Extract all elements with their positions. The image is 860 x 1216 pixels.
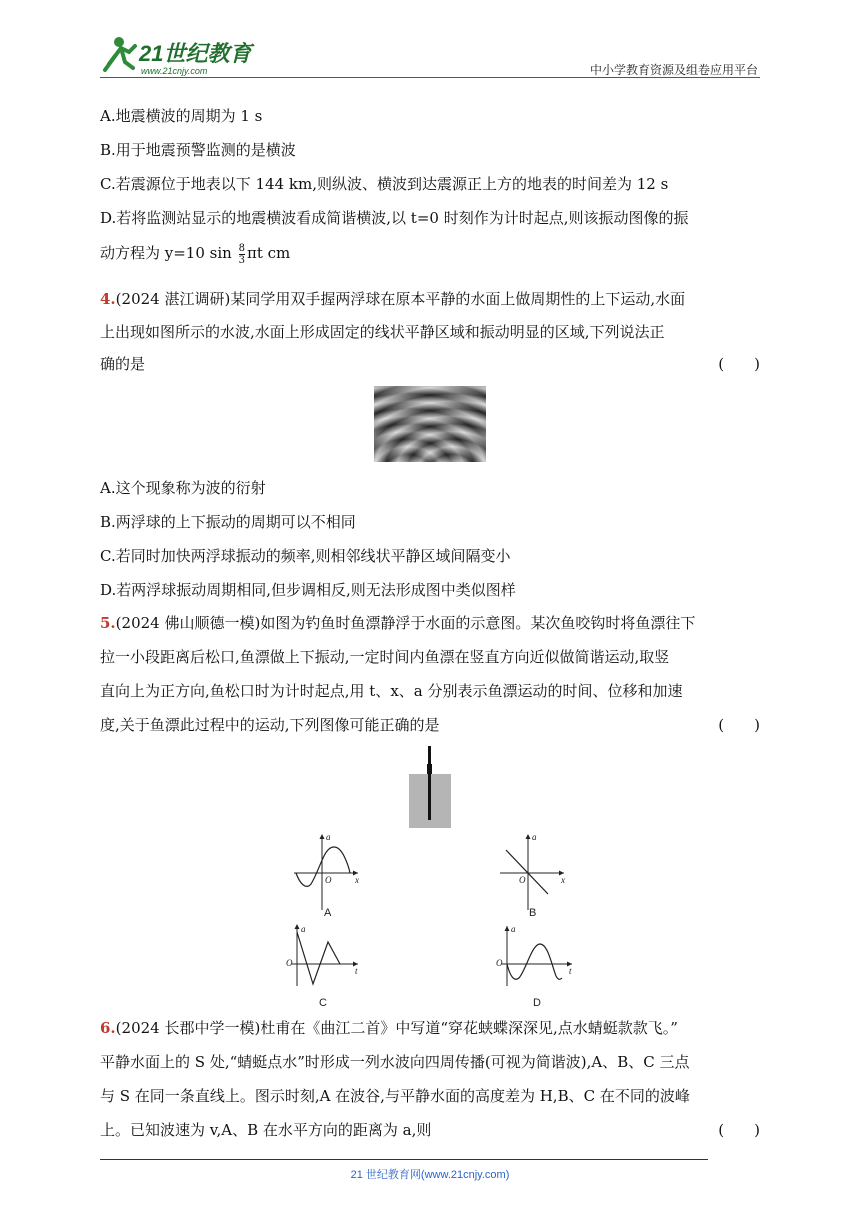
origin-label: O — [325, 875, 332, 885]
q3-option-a: A.地震横波的周期为 1 s — [100, 107, 263, 125]
q4-stem-line1: 4.(2024 湛江调研)某同学用双手握两浮球在原本平静的水面上做周期性的上下运动,水面 — [100, 290, 686, 308]
origin-label: O — [519, 875, 526, 885]
q3-option-d-line1: D.若将监测站显示的地震横波看成简谐横波,以 t=0 时刻作为计时起点,则该振动图像的振 — [100, 209, 689, 227]
q4-option-c: C.若同时加快两浮球振动的频率,则相邻线状平静区域间隔变小 — [100, 547, 511, 565]
x-axis-label: x — [355, 875, 359, 885]
header-divider — [100, 77, 760, 78]
q6-stem-line3: 与 S 在同一条直线上。图示时刻,A 在波谷,与平静水面的高度差为 H,B、C 在不同的波峰 — [100, 1087, 690, 1105]
graph-caption: C — [319, 997, 327, 1009]
q3-option-d-line2: 动方程为 y=10 sin $\frac{8}{3}$ πt cm — [100, 242, 291, 266]
logo-text: 21世纪教育 — [139, 41, 252, 66]
fraction: $\frac{8}{3}$ — [238, 242, 245, 266]
logo-url: www.21cnjy.com — [141, 66, 208, 76]
wave-interference-image — [374, 386, 486, 462]
q4-option-b: B.两浮球的上下振动的周期可以不相同 — [100, 513, 356, 531]
y-axis-label: a — [532, 832, 537, 842]
q4-stem-line3: 确的是 — [100, 355, 146, 373]
site-logo — [95, 34, 265, 78]
answer-bracket: ( ) — [718, 1121, 760, 1139]
footer-divider — [100, 1159, 708, 1160]
graph-caption: B — [529, 907, 537, 919]
graph-b — [498, 830, 570, 920]
q3-option-b: B.用于地震预警监测的是横波 — [100, 141, 296, 159]
footer-link[interactable]: 21 世纪教育网(www.21cnjy.com) — [350, 1169, 510, 1181]
q6-stem-line2: 平静水面上的 S 处,“蜻蜓点水”时形成一列水波向四周传播(可视为简谐波),A、B、C 三点 — [100, 1053, 690, 1071]
y-axis-label: a — [301, 924, 306, 934]
y-axis-label: a — [326, 832, 331, 842]
x-axis-label: t — [355, 966, 358, 976]
answer-bracket: ( ) — [718, 355, 760, 373]
site-name: 中小学教育资源及组卷应用平台 — [589, 63, 758, 77]
graph-a — [292, 830, 364, 920]
q4-option-a: A.这个现象称为波的衍射 — [100, 479, 266, 497]
y-axis-label: a — [511, 924, 516, 934]
q5-stem-line1: 5.(2024 佛山顺德一模)如图为钓鱼时鱼漂静浮于水面的示意图。某次鱼咬钩时将鱼漂往下 — [100, 614, 696, 632]
question-number: 5. — [100, 614, 116, 632]
q5-stem-line4: 度,关于鱼漂此过程中的运动,下列图像可能正确的是 — [100, 716, 440, 734]
question-number: 4. — [100, 290, 116, 308]
graph-caption: D — [533, 997, 541, 1009]
answer-bracket: ( ) — [718, 716, 760, 734]
x-axis-label: x — [561, 875, 565, 885]
q4-stem-line2: 上出现如图所示的水波,水面上形成固定的线状平静区域和振动明显的区域,下列说法正 — [100, 323, 665, 341]
q5-stem-line3: 直向上为正方向,鱼松口时为计时起点,用 t、x、a 分别表示鱼漂运动的时间、位移和加速 — [100, 682, 683, 700]
origin-label: O — [286, 958, 293, 968]
graph-caption: A — [324, 907, 332, 919]
q4-option-d: D.若两浮球振动周期相同,但步调相反,则无法形成图中类似图样 — [100, 581, 516, 599]
origin-label: O — [496, 958, 503, 968]
q5-stem-line2: 拉一小段距离后松口,鱼漂做上下振动,一定时间内鱼漂在竖直方向近似做简谐运动,取竖 — [100, 648, 670, 666]
question-number: 6. — [100, 1019, 116, 1037]
q3-option-c: C.若震源位于地表以下 144 km,则纵波、横波到达震源正上方的地表的时间差为 12 s — [100, 175, 669, 193]
q6-stem-line1: 6.(2024 长郡中学一模)杜甫在《曲江二首》中写道“穿花蛱蝶深深见,点水蜻蜓款款飞。” — [100, 1019, 678, 1037]
q6-stem-line4: 上。已知波速为 v,A、B 在水平方向的距离为 a,则 — [100, 1121, 432, 1139]
graph-d — [494, 920, 578, 1010]
x-axis-label: t — [569, 966, 572, 976]
graph-c — [284, 920, 364, 1010]
fishing-float-figure — [405, 744, 455, 830]
